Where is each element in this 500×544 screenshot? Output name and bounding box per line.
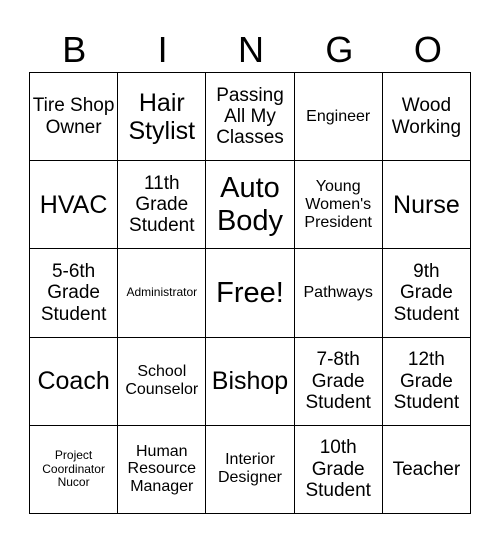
bingo-cell-r2c3[interactable]: Auto Body [206, 161, 294, 249]
bingo-cell-r1c2[interactable]: Hair Stylist [118, 73, 206, 161]
bingo-cell-r5c5[interactable]: Teacher [383, 426, 471, 514]
header-letter-b: B [62, 29, 87, 70]
bingo-header [30, 28, 472, 72]
bingo-cell-r1c3[interactable]: Passing All My Classes [206, 73, 294, 161]
bingo-cell-r1c5[interactable]: Wood Working [383, 73, 471, 161]
bingo-cell-r4c5[interactable]: 12th Grade Student [383, 338, 471, 426]
bingo-cell-free[interactable]: Free! [206, 249, 294, 337]
header-letter-g: G [325, 29, 354, 70]
bingo-cell-r3c1[interactable]: 5-6th Grade Student [30, 249, 118, 337]
header-letter-n: N [238, 29, 265, 70]
bingo-cell-r3c5[interactable]: 9th Grade Student [383, 249, 471, 337]
bingo-cell-r2c2[interactable]: 11th Grade Student [118, 161, 206, 249]
bingo-cell-r5c4[interactable]: 10th Grade Student [295, 426, 383, 514]
bingo-cell-r1c4[interactable]: Engineer [295, 73, 383, 161]
bingo-cell-r5c1[interactable]: Project Coordinator Nucor [30, 426, 118, 514]
bingo-cell-r4c3[interactable]: Bishop [206, 338, 294, 426]
bingo-card [29, 72, 471, 514]
header-letter-o: O [413, 29, 442, 70]
bingo-cell-r3c2[interactable]: Administrator [118, 249, 206, 337]
bingo-cell-r5c3[interactable]: Interior Designer [206, 426, 294, 514]
bingo-cell-r5c2[interactable]: Human Resource Manager [118, 426, 206, 514]
bingo-cell-r1c1[interactable]: Tire Shop Owner [30, 73, 118, 161]
bingo-cell-r2c5[interactable]: Nurse [383, 161, 471, 249]
bingo-cell-r2c4[interactable]: Young Women's President [295, 161, 383, 249]
bingo-cell-r4c2[interactable]: School Counselor [118, 338, 206, 426]
bingo-cell-r4c1[interactable]: Coach [30, 338, 118, 426]
bingo-cell-r3c4[interactable]: Pathways [295, 249, 383, 337]
header-letter-i: I [157, 29, 168, 70]
bingo-cell-r2c1[interactable]: HVAC [30, 161, 118, 249]
bingo-cell-r4c4[interactable]: 7-8th Grade Student [295, 338, 383, 426]
